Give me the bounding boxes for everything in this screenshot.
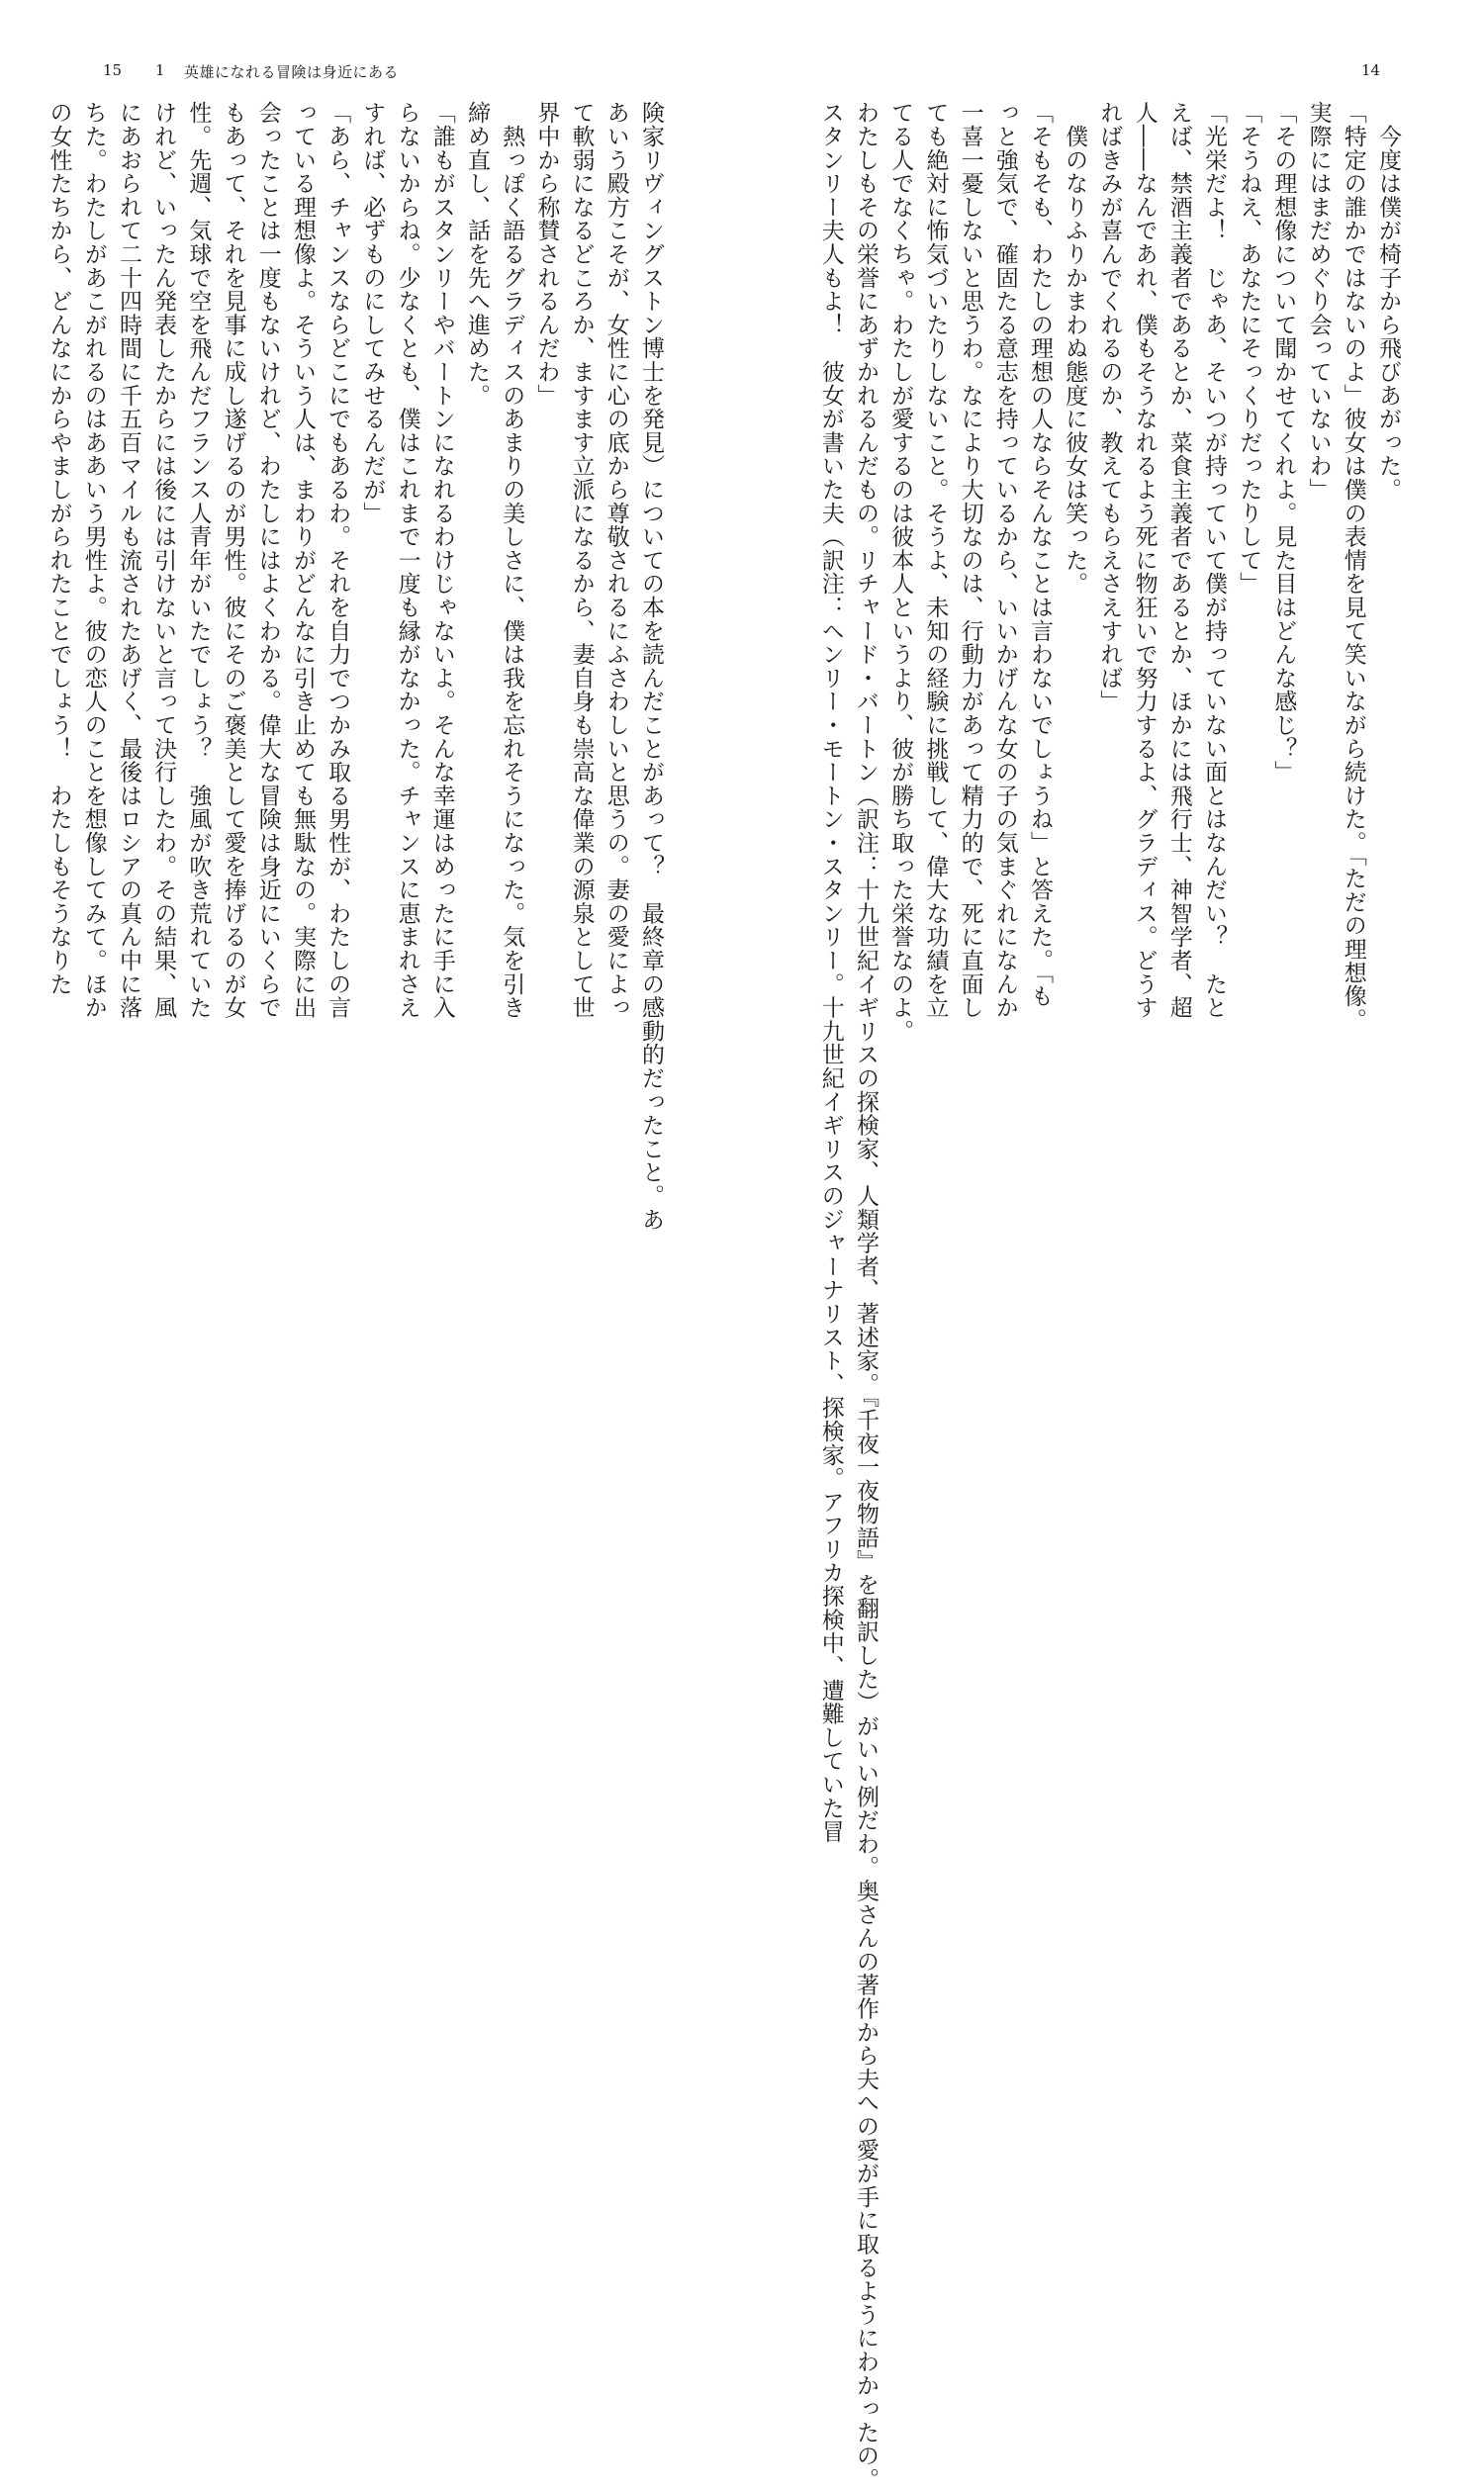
text-column: すれば、必ずものにしてみせるんだが」 — [359, 101, 386, 525]
text-column: の女性たちから、どんなにからやましがられたことでしょう！ わたしもそうなりた — [46, 101, 72, 996]
right-page-body — [811, 101, 1405, 2491]
text-column: 一喜一憂しないと思うわ。なにより大切なのは、行動力があって精力的で、死に直面し — [957, 101, 983, 1020]
text-column: 界中から称賛されるんだわ」 — [533, 101, 560, 408]
text-column: にあおられて二十四時間に千五百マイルも流されたあげく、最後はロシアの真ん中に落 — [115, 101, 141, 1020]
text-column: 会ったことは一度もないけれど、わたしにはよくわかる。偉大な冒険は身近にいくらで — [254, 101, 281, 1020]
text-column: 今度は僕が椅子から飛びあがった。 — [1375, 101, 1401, 502]
right-page — [742, 0, 1484, 2491]
text-column: っと強気で、確固たる意志を持っているから、いいかげんな女の子の気まぐれになんか — [991, 101, 1018, 1020]
text-column: てる人でなくちゃ。わたしが愛するのは彼本人というより、彼が勝ち取った栄誉なのよ。 — [887, 101, 914, 1043]
text-column: 熱っぽく語るグラディスのあまりの美しさに、僕は我を忘れそうになった。気を引き — [499, 101, 525, 1020]
text-column: もあって、それを見事に成し遂げるのが男性。彼にそのご褒美として愛を捧げるのが女 — [220, 101, 246, 1020]
text-column: あいう殿方こそが、女性に心の底から尊敬されるにふさわしいと思うの。妻の愛によっ — [603, 101, 629, 1020]
left-page — [0, 0, 742, 1232]
text-column: 「そもそも、わたしの理想の人ならそんなことは言わないでしょうね」と答えた。「も — [1026, 101, 1053, 1008]
text-column: っている理想像よ。そういう人は、まわりがどんなに引き止めても無駄なの。実際に出 — [289, 101, 316, 1020]
text-column: 「誰もがスタンリーやバートンになれるわけじゃないよ。そんな幸運はめったに手に入 — [428, 101, 455, 1020]
text-column: スタンリー夫人もよ！ 彼女が書いた夫（訳注：ヘンリー・モートン・スタンリー。十九世紀イギリスのジャーナリスト、探検家。アフリカ探検中、遭難していた冒 — [817, 101, 844, 1844]
page-number-right: 14 — [1361, 61, 1381, 79]
text-column: て軟弱になるどころか、ますます立派になるから、妻自身も崇高な偉業の源泉として世 — [568, 101, 595, 1020]
text-column: 性。先週、気球で空を飛んだフランス人青年がいたでしょう？ 強風が吹き荒れていた — [185, 101, 212, 1020]
text-column: らないからね。少なくとも、僕はこれまで一度も縁がなかった。チャンスに恵まれさえ — [394, 101, 420, 1020]
running-title: 英雄になれる冒険は身近にある — [184, 63, 400, 81]
text-column: ても絶対に怖気づいたりしないこと。そうよ、未知の経験に挑戦して、偉大な功績を立 — [922, 101, 949, 1020]
text-column: えば、禁酒主義者であるとか、菜食主義者であるとか、ほかには飛行士、神智学者、超 — [1165, 101, 1192, 1020]
text-column: 「あら、チャンスならどこにでもあるわ。それを自力でつかみ取る男性が、わたしの言 — [325, 101, 351, 1020]
text-column: けれど、いったん発表したからには後には引けないと言って決行したわ。その結果、風 — [150, 101, 177, 1020]
text-column: 「光栄だよ！ じゃあ、そいつが持っていて僕が持っていない面とはなんだい？ たと — [1200, 101, 1227, 1020]
text-column: 人――なんであれ、僕もそうなれるよう死に物狂いで努力するよ、グラディス。どうす — [1131, 101, 1158, 1020]
text-column: わたしもその栄誉にあずかれるんだもの。リチャード・バートン（訳注：十九世紀イギリスの探検家、人類学者、著述家。『千夜一夜物語』を翻訳した）がいい例だわ。奥さんの著作から夫への愛が手に取るようにわかったの。 — [852, 101, 879, 2491]
chapter-number: 1 — [155, 61, 166, 79]
text-column: 僕のなりふりかまわぬ態度に彼女は笑った。 — [1062, 101, 1088, 596]
text-column: 険家リヴィングストン博士を発見）についての本を読んだことがあって？ 最終章の感動的だったこと。あ — [638, 101, 664, 1232]
page-number-left: 15 — [103, 61, 123, 79]
text-column: ればきみが喜んでくれるのか、教えてもらえさえすれば」 — [1096, 101, 1123, 713]
text-column: 「その理想像について聞かせてくれよ。見た目はどんな感じ？」 — [1270, 101, 1297, 784]
text-column: ちた。わたしがあこがれるのはああいう男性よ。彼の恋人のことを想像してみて。ほか — [80, 101, 107, 1020]
left-page-body — [46, 101, 668, 1232]
text-column: 「特定の誰かではないのよ」彼女は僕の表情を見て笑いながら続けた。「ただの理想像。 — [1340, 101, 1366, 1032]
text-column: 実際にはまだめぐり会っていないわ」 — [1305, 101, 1332, 502]
text-column: 「そうねえ、あなたにそっくりだったりして」 — [1236, 101, 1262, 596]
text-column: 締め直し、話を先へ進めた。 — [463, 101, 490, 408]
